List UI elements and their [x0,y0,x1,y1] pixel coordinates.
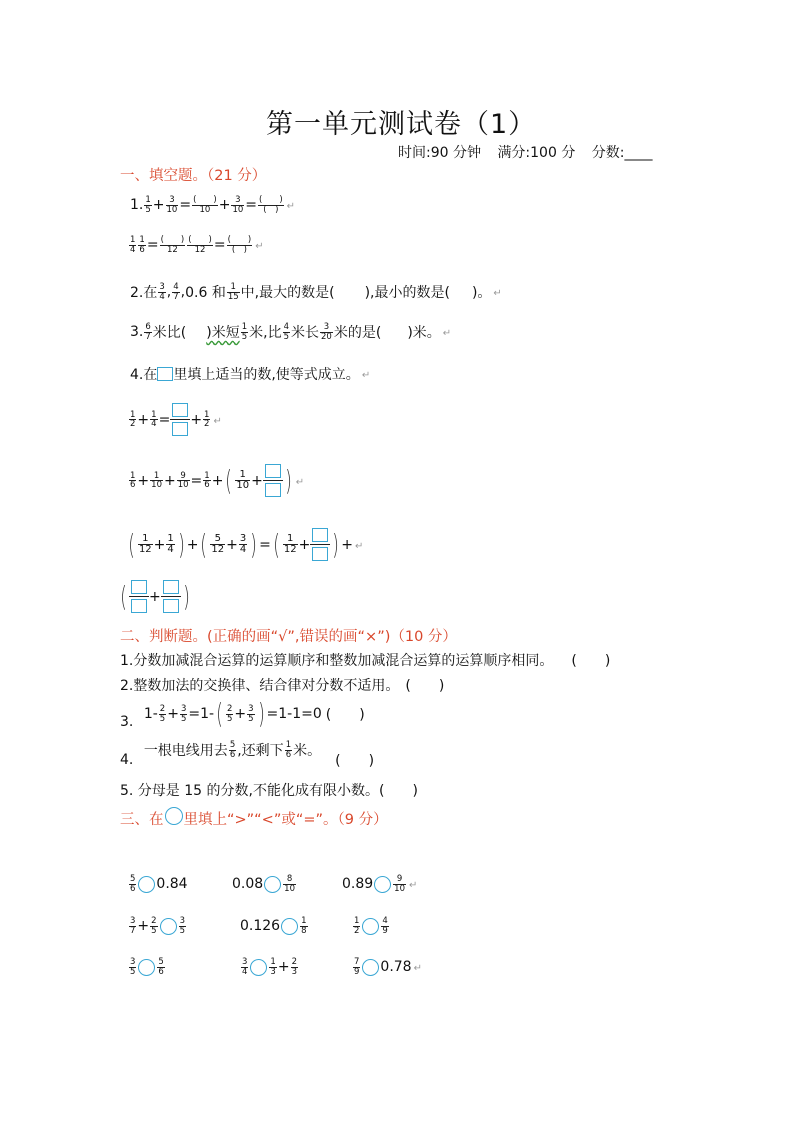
q2: 2.在 $\frac{3}{4}$ , $\frac{4}{7}$ ,0.6 和 $\frac{1}{15}$ 中,最大的数是( ),最小的数是( )。 ↵ [130,282,502,302]
section3-heading: 三、在 里填上“>”“<”或“=”。（9 分） [120,808,388,829]
time-limit: 时间:90 分钟 [398,145,481,161]
box-fraction[interactable] [161,580,181,613]
compare-5: 0.126 $\frac{1}{8}$ [240,916,307,936]
frac-2-5-b: $\frac{2}{5}$ [227,704,233,724]
frac-1-4: $\frac{1}{4}$ [130,235,136,255]
frac-1-6-c: $\frac{1}{6}$ [204,470,210,490]
compare-circle[interactable] [264,876,281,893]
compare-6 [352,917,390,935]
compare-circle[interactable] [362,918,379,935]
frac-4-5: $\frac{4}{5}$ [283,322,290,342]
judge-item-4: 4. 一根电线用去 $\frac{5}{6}$ ,还剩下 $\frac{1}{6}$ 米。( ) [120,740,375,769]
box-fraction[interactable] [310,528,330,561]
frac-1-4-c: $\frac{1}{4}$ [167,533,174,555]
section2-heading: 二、判断题。(正确的画“√”,错误的画“×”)（10 分） [120,629,457,645]
frac-blank-10[interactable]: ( ) 10 [193,195,217,215]
frac-3-5-d: $\frac{3}{5}$ [130,957,136,977]
compare-1: $\frac{5}{6}$ 0.84 [130,874,188,894]
frac-3-4: $\frac{3}{4}$ [159,282,165,302]
frac-1-5-b: $\frac{1}{5}$ [241,322,248,342]
box-fraction[interactable] [263,464,283,497]
frac-3-7: $\frac{3}{7}$ [130,916,136,936]
frac-5-6-c: $\frac{5}{6}$ [158,957,164,977]
box-fraction[interactable] [170,403,190,436]
frac-2-5-c: $\frac{2}{5}$ [151,916,157,936]
frac-1-8: $\frac{1}{8}$ [301,916,307,936]
compare-circle[interactable] [138,959,155,976]
compare-4: $\frac{3}{7}$ + $\frac{2}{5}$ $\frac{3}{5}$ [130,916,185,936]
compare-3: 0.89 $\frac{9}{10}$ ↵ [342,874,418,894]
frac-5-12: $\frac{5}{12}$ [211,533,225,555]
frac-1-10: $\frac{1}{10}$ [151,470,162,490]
compare-8: $\frac{3}{4}$ $\frac{1}{3}$ + $\frac{2}{3}$ [242,957,297,977]
compare-circle[interactable] [250,959,267,976]
return-mark: ↵ [286,201,296,212]
frac-1-15: $\frac{1}{15}$ [227,282,239,302]
answer-paren[interactable]: ( ) [571,653,611,669]
page-title: 第一单元测试卷（1） [266,109,537,140]
q1-row2: $\frac{1}{4}$ $\frac{1}{6}$ = ( ) 12 ( ) 12 = ( ) ( ) ↵ [130,235,264,255]
frac-1-2-c: $\frac{1}{2}$ [354,916,360,936]
frac-1-10-b: $\frac{1}{10}$ [236,469,250,491]
answer-paren[interactable]: ( ) [335,753,375,769]
judge-item-1: 1.分数加减混合运算的运算顺序和整数加减混合运算的运算顺序相同。 ( ) [120,653,611,669]
compare-circle[interactable] [362,959,379,976]
frac-3-4-b: $\frac{3}{4}$ [239,533,247,555]
frac-4-7: $\frac{4}{7}$ [173,282,179,302]
answer-paren[interactable]: ( ) [325,707,365,723]
frac-1-6: $\frac{1}{6}$ [139,235,145,255]
frac-1-2-b: $\frac{1}{2}$ [204,409,210,429]
frac-6-7: $\frac{6}{7}$ [145,322,151,342]
judge-item-2: 2.整数加法的交换律、结合律对分数不适用。 ( ) [120,678,445,694]
full-score: 满分:100 分 [497,145,576,161]
frac-1-5: $\frac{1}{5}$ [145,195,151,215]
frac-blank-12[interactable]: ( ) 12 [160,235,185,255]
compare-7 [128,958,166,976]
frac-blank-blank[interactable]: ( ) ( ) [259,195,283,215]
header-info [398,142,653,162]
frac-3-4-c: $\frac{3}{4}$ [242,957,248,977]
q4: 4.在 里填上适当的数,使等式成立。 ↵ [130,367,371,383]
q1-number: 1. [130,197,144,213]
frac-1-12: $\frac{1}{12}$ [138,533,152,555]
frac-1-12-b: $\frac{1}{12}$ [283,533,297,555]
compare-circle[interactable] [160,918,177,935]
answer-box-icon [157,367,173,381]
frac-9-10: $\frac{9}{10}$ [177,470,189,490]
compare-circle[interactable] [374,876,391,893]
q4-eq3: ( $\frac{1}{12}$ + $\frac{1}{4}$ ) +( $\frac{5}{12}$ + $\frac{3}{4}$ ) =( $\frac{1}{12}$ + ) + ↵ [128,527,364,561]
frac-3-5-c: $\frac{3}{5}$ [179,916,185,936]
frac-3-5: $\frac{3}{5}$ [180,704,187,724]
frac-3-10: $\frac{3}{10}$ [166,195,178,215]
box-fraction[interactable] [129,580,149,613]
section1-heading: 一、填空题。（21 分） [120,168,267,184]
frac-1-3: $\frac{1}{3}$ [270,957,276,977]
judge-item-5: 5. 分母是 15 的分数,不能化成有限小数。( ) [120,783,418,799]
judge-item-3: 3. 1- $\frac{2}{5}$ + $\frac{3}{5}$ =1-( $\frac{2}{5}$ + $\frac{3}{5}$ ) =1-1=0 ( ) [120,697,365,730]
frac-1-6-b: $\frac{1}{6}$ [130,470,136,490]
frac-blank-12-b[interactable]: ( ) 12 [188,235,212,255]
q3: 3. $\frac{6}{7}$ 米比( )米短 $\frac{1}{5}$ 米,比 $\frac{4}{5}$ 米长 $\frac{3}{20}$ 米的是( )米。 ↵ [130,322,452,342]
frac-4-9: $\frac{4}{9}$ [382,916,388,936]
answer-paren[interactable]: ( ) [378,783,418,799]
compare-9: $\frac{7}{9}$ 0.78 ↵ [354,957,422,977]
score-field: 分数:____ [591,145,653,161]
frac-5-6-b: $\frac{5}{6}$ [130,874,136,894]
compare-circle[interactable] [281,918,298,935]
frac-1-2: $\frac{1}{2}$ [130,409,136,429]
frac-7-9: $\frac{7}{9}$ [354,957,360,977]
frac-2-3: $\frac{2}{3}$ [291,957,297,977]
frac-1-6-d: $\frac{1}{6}$ [285,740,292,760]
frac-1-4-b: $\frac{1}{4}$ [151,409,157,429]
frac-3-20: $\frac{3}{20}$ [321,322,332,342]
frac-8-10: $\frac{8}{10}$ [284,874,295,894]
q4-eq2: $\frac{1}{6}$ + $\frac{1}{10}$ + $\frac{9}{10}$ = $\frac{1}{6}$ +( $\frac{1}{10}$ + ) ↵ [130,463,305,497]
compare-circle[interactable] [138,876,155,893]
circle-icon [165,807,183,825]
q1-row1: 1. $\frac{1}{5}$ + $\frac{3}{10}$ = ( ) 10 + $\frac{3}{10}$ = ( ) ( ) ↵ [130,195,296,215]
q4-eq1: $\frac{1}{2}$ + $\frac{1}{4}$ = + $\frac{1}{2}$ ↵ [128,403,222,436]
frac-9-10-b: $\frac{9}{10}$ [394,874,405,894]
frac-3-10-b: $\frac{3}{10}$ [232,195,244,215]
q4-eq3-cont: ( + ) [120,579,190,613]
frac-5-6: $\frac{5}{6}$ [229,740,236,760]
return-mark: ↵ [255,241,264,252]
answer-paren[interactable]: ( ) [405,678,445,694]
compare-2: 0.08 $\frac{8}{10}$ [232,874,295,894]
frac-blank-blank-b[interactable]: ( ) ( ) [227,235,252,255]
frac-3-5-b: $\frac{3}{5}$ [248,704,254,724]
frac-2-5: $\frac{2}{5}$ [159,704,166,724]
